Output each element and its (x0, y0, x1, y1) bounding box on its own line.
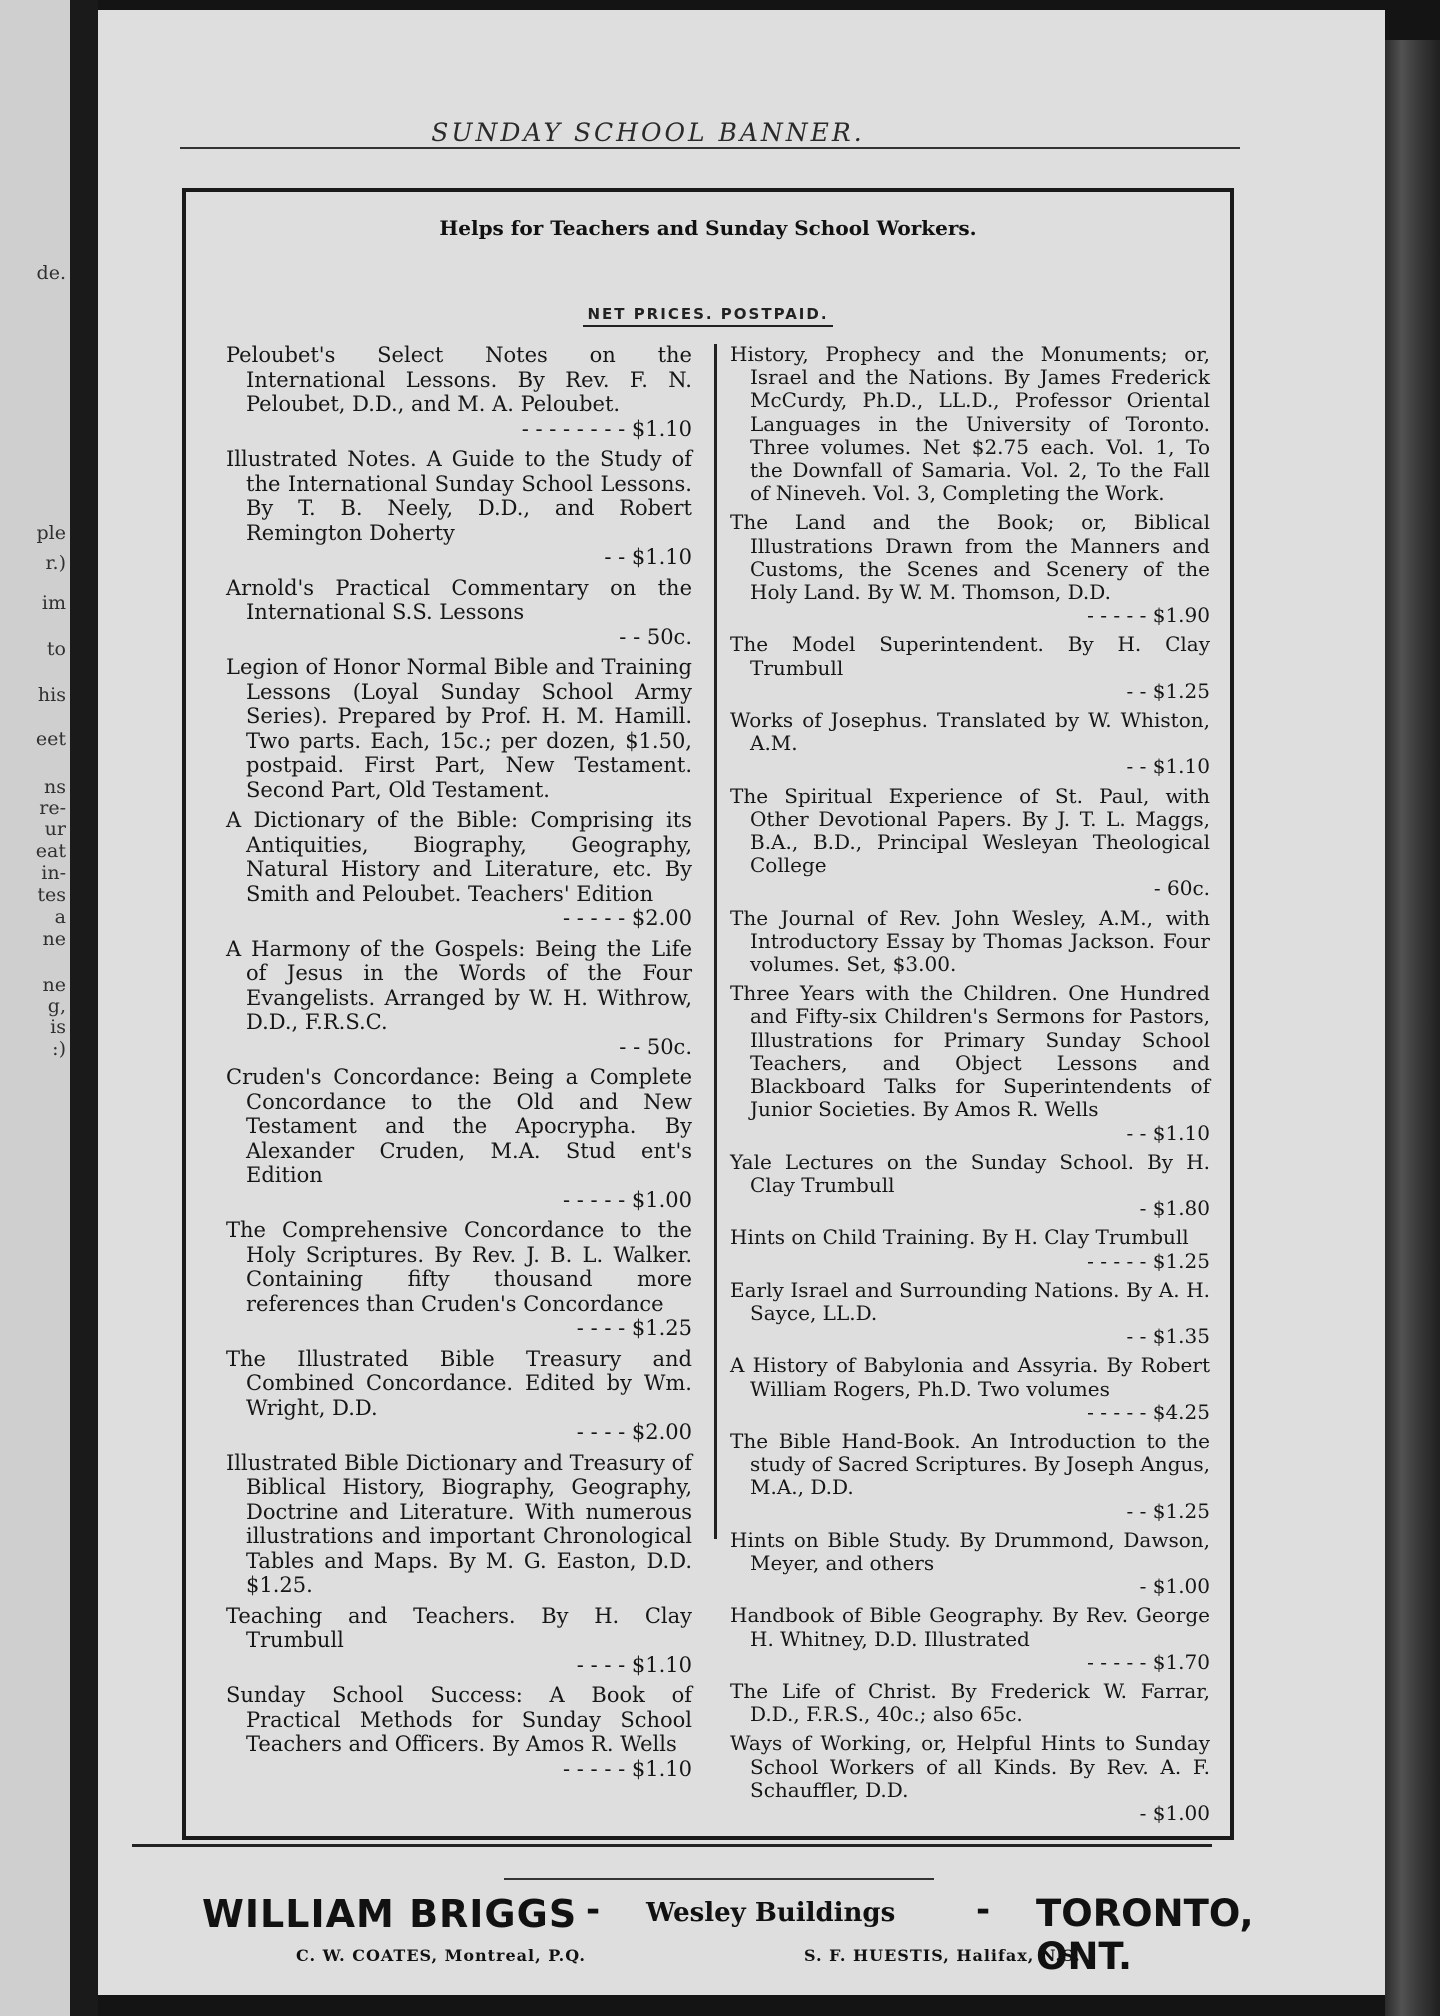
book-description: Arnold's Practical Commentary on the International S.S. Lessons (226, 575, 692, 624)
book-description: Peloubet's Select Notes on the International Lessons. By Rev. F. N. Peloubet, D.D., and M. A. Peloubet. (226, 343, 692, 416)
publisher-name: WILLIAM BRIGGS (202, 1892, 578, 1936)
book-description: Sunday School Success: A Book of Practical Methods for Sunday School Teachers and Officers. By Amos R. Wells (226, 1683, 692, 1756)
facing-page-fragment: to (46, 638, 66, 660)
book-price: - - $1.10 (1126, 1120, 1210, 1145)
right-column (730, 343, 1210, 1831)
book-gutter (70, 0, 98, 2016)
footer-rule (504, 1878, 934, 1880)
facing-page-fragment: eat (35, 840, 66, 862)
book-listing (226, 447, 692, 570)
facing-page-fragment: tes (37, 884, 66, 906)
facing-page-fragment: ne (42, 974, 66, 996)
book-price: - - - - $1.25 (576, 1316, 692, 1340)
book-listing (226, 1451, 692, 1598)
book-price: - - $1.35 (1126, 1324, 1210, 1349)
facing-page-fragment: ne (42, 928, 66, 950)
book-listing (730, 1279, 1210, 1349)
book-description: Early Israel and Surrounding Nations. By A. H. Sayce, LL.D. (730, 1277, 1210, 1325)
book-price: - - - - - - - - $1.10 (521, 416, 692, 441)
facing-page-fragment: in- (41, 862, 66, 884)
net-prices-text: NET PRICES. POSTPAID. (583, 305, 832, 327)
agent-halifax: S. F. HUESTIS, Halifax, N.S. (804, 1946, 1081, 1965)
book-listing (730, 1430, 1210, 1523)
book-price: - - 50c. (619, 624, 692, 649)
book-listing (226, 1683, 692, 1781)
book-price: - - $1.25 (1126, 1498, 1210, 1523)
left-column (226, 343, 692, 1787)
book-price: - - - - $2.00 (576, 1420, 692, 1444)
book-description: The Illustrated Bible Treasury and Combined Concordance. Edited by Wm. Wright, D.D. (226, 1346, 692, 1420)
running-head-rule (180, 147, 1240, 149)
book-listing (730, 1151, 1210, 1221)
book-description: Three Years with the Children. One Hundred and Fifty-six Children's Sermons for Pastors, Illustrations for Primary Sunday School Teachers, and Object Lessons and Blackboard Talks for Superintendents of Junior Societies. By Amos R. Wells (730, 981, 1210, 1122)
facing-page-fragment: his (37, 684, 66, 706)
book-price: - - $1.10 (604, 545, 692, 569)
book-price: - $1.00 (1139, 1574, 1210, 1599)
book-description: The Spiritual Experience of St. Paul, with Other Devotional Papers. By J. T. L. Maggs, B.A., B.D., Principal Wesleyan Theological College (730, 783, 1210, 878)
book-description: The Land and the Book; or, Biblical Illustrations Drawn from the Manners and Customs, the Scenes and Scenery of the Holy Land. By W. M. Thomson, D.D. (730, 510, 1210, 605)
facing-page-fragment: g, (47, 995, 66, 1017)
book-description: The Life of Christ. By Frederick W. Farrar, D.D., F.R.S., 40c.; also 65c. (730, 1678, 1210, 1727)
facing-page-fragment: :) (52, 1038, 66, 1060)
book-price: - - - - - $2.00 (563, 906, 692, 930)
book-listing (226, 655, 692, 802)
agent-montreal: C. W. COATES, Montreal, P.Q. (296, 1946, 586, 1965)
facing-page-fragment: de. (36, 262, 66, 284)
book-price: - - $1.10 (1126, 754, 1210, 779)
book-description: A Harmony of the Gospels: Being the Life of Jesus in the Words of the Four Evangelists. Arranged by W. H. Withrow, D.D., F.R.S.C. (226, 936, 692, 1034)
facing-page-fragment: r.) (45, 552, 66, 574)
book-listing (730, 1732, 1210, 1825)
book-description: Yale Lectures on the Sunday School. By H. Clay Trumbull (730, 1149, 1210, 1197)
publisher-city: TORONTO, ONT. (1036, 1892, 1254, 1978)
book-description: Works of Josephus. Translated by W. Whiston, A.M. (730, 708, 1210, 756)
book-listing (730, 633, 1210, 703)
book-description: History, Prophecy and the Monuments; or, Israel and the Nations. By James Frederick McCurdy, Ph.D., LL.D., Professor Oriental Languages in the University of Toronto. Three volumes. Net $2.75 each. Vol. 1, To the Downfall of Samaria. Vol. 2, To the Fall of Nineveh. Vol. 3, Completing the Work. (730, 342, 1210, 506)
book-price: - 60c. (1153, 876, 1210, 901)
footer-dash: - (976, 1890, 991, 1930)
facing-page-fragment: eet (35, 728, 66, 750)
book-price: - - - - - $1.00 (563, 1187, 692, 1212)
book-description: Teaching and Teachers. By H. Clay Trumbull (226, 1603, 692, 1652)
book-listing (730, 907, 1210, 977)
book-description: Handbook of Bible Geography. By Rev. George H. Whitney, D.D. Illustrated (730, 1603, 1210, 1651)
book-price: - - - - - $1.70 (1087, 1649, 1210, 1674)
facing-page-fragment: ns (44, 776, 66, 798)
book-description: Illustrated Bible Dictionary and Treasury of Biblical History, Biography, Geography, Doctrine and Literature. With numerous illustrations and important Chronological Tables and Maps. By M. G. Easton, D.D. $1.25. (226, 1450, 692, 1597)
book-description: The Model Superintendent. By H. Clay Trumbull (730, 632, 1210, 680)
facing-page-fragment: im (41, 592, 66, 614)
book-description: A History of Babylonia and Assyria. By Robert William Rogers, Ph.D. Two volumes (730, 1353, 1210, 1401)
book-listing (226, 1347, 692, 1445)
book-listing (730, 982, 1210, 1144)
book-description: The Comprehensive Concordance to the Holy Scriptures. By Rev. J. B. L. Walker. Containing fifty thousand more references than Cruden's Concordance (226, 1218, 692, 1316)
book-listing (730, 1226, 1210, 1272)
book-listing (730, 709, 1210, 779)
advertisement-frame (182, 188, 1254, 1978)
book-listing (730, 1604, 1210, 1674)
book-listing (730, 785, 1210, 901)
book-price: - $1.80 (1139, 1196, 1210, 1221)
facing-page-fragment: is (50, 1016, 66, 1038)
book-listing (226, 576, 692, 650)
book-price: - - - - - $1.90 (1087, 603, 1210, 628)
facing-page-edge (0, 0, 70, 2016)
page (98, 10, 1385, 1995)
book-listing (226, 1218, 692, 1341)
book-listing (730, 1680, 1210, 1726)
book-listing (730, 1529, 1210, 1599)
book-listing (226, 937, 692, 1060)
book-description: Legion of Honor Normal Bible and Training Lessons (Loyal Sunday School Army Series). Prepared by Prof. H. M. Hamill. Two parts. Each, 15c.; per dozen, $1.50, postpaid. First Part, New Testament. Second Part, Old Testament. (226, 655, 692, 802)
book-description: Cruden's Concordance: Being a Complete Concordance to the Old and New Testament and the Apocrypha. By Alexander Cruden, M.A. Stud ent's Edition (226, 1065, 692, 1187)
running-head: SUNDAY SCHOOL BANNER. (431, 118, 865, 147)
book-price: - - $1.25 (1126, 678, 1210, 703)
book-price: - $1.00 (1139, 1800, 1210, 1825)
publisher-address: Wesley Buildings (646, 1898, 896, 1928)
book-listing (226, 1065, 692, 1212)
book-description: Hints on Bible Study. By Drummond, Dawson, Meyer, and others (730, 1527, 1210, 1575)
book-price: - - - - - $1.25 (1087, 1248, 1210, 1273)
facing-page-fragment: a (54, 906, 66, 928)
book-description: The Bible Hand-Book. An Introduction to the study of Sacred Scriptures. By Joseph Angus, M.A., D.D. (730, 1428, 1210, 1500)
book-page-edges (1385, 40, 1440, 2016)
footer-dash: - (586, 1890, 601, 1930)
book-description: A Dictionary of the Bible: Comprising its Antiquities, Biography, Geography, Natural History and Literature, etc. By Smith and Peloubet. Teachers' Edition (226, 808, 692, 906)
bottom-rule (132, 1844, 1212, 1847)
book-price: - - - - - $4.25 (1087, 1399, 1210, 1424)
book-listing (730, 343, 1210, 505)
book-description: Ways of Working, or, Helpful Hints to Sunday School Workers of all Kinds. By Rev. A. F. Schauffler, D.D. (730, 1731, 1210, 1802)
book-listing (226, 343, 692, 441)
column-divider (714, 344, 717, 1539)
publisher-footer (186, 1884, 1254, 1978)
book-listing (226, 1604, 692, 1678)
book-listing (730, 1354, 1210, 1424)
book-listing (730, 511, 1210, 627)
facing-page-fragment: re- (39, 797, 66, 819)
book-price: - - 50c. (619, 1034, 692, 1059)
book-price: - - - - - $1.10 (563, 1756, 692, 1781)
facing-page-fragment: ple (36, 522, 66, 544)
book-price: - - - - $1.10 (576, 1652, 692, 1677)
advertisement-title: Helps for Teachers and Sunday School Workers. (439, 216, 977, 240)
facing-page-fragment: ur (44, 818, 66, 840)
book-description: The Journal of Rev. John Wesley, A.M., with Introductory Essay by Thomas Jackson. Four volumes. Set, $3.00. (730, 905, 1210, 977)
book-listing (226, 808, 692, 931)
net-prices-note (186, 305, 1230, 323)
book-description: Illustrated Notes. A Guide to the Study of the International Sunday School Lessons. By T. B. Neely, D.D., and Robert Remington Doherty (226, 447, 692, 545)
book-description: Hints on Child Training. By H. Clay Trumbull (730, 1225, 1189, 1250)
